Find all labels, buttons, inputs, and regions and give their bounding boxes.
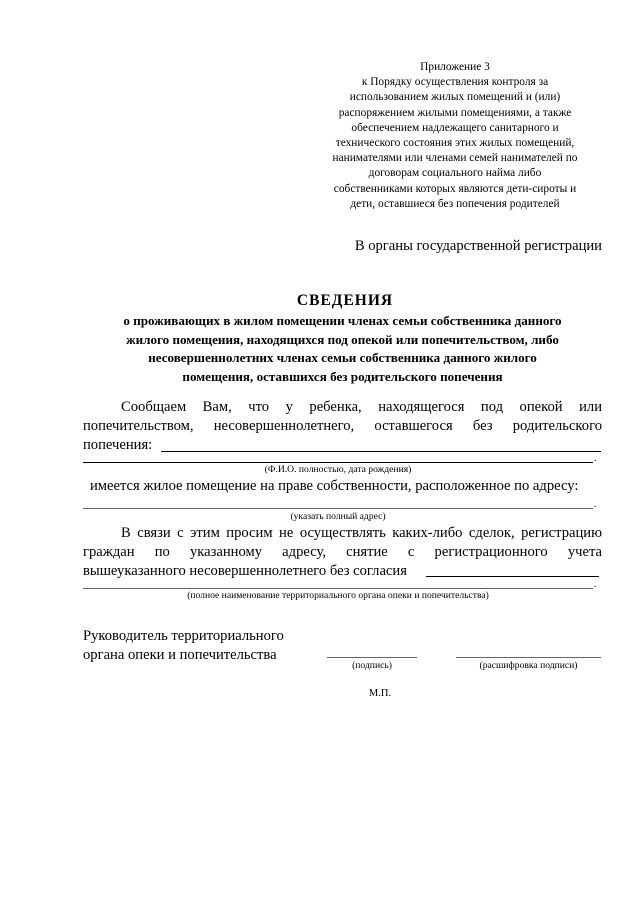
subtitle-line: о проживающих в жилом помещении членах семьи собственника данного	[123, 313, 562, 328]
paragraph-1-line-3: попечения:	[83, 437, 153, 453]
appendix-line: к Порядку осуществления контроля за	[361, 76, 549, 89]
appendix-header	[300, 60, 610, 212]
appendix-line: собственниками которых являются дети-сироты и	[333, 182, 577, 195]
child-name-field-line-1[interactable]	[161, 451, 601, 452]
caption-fio: (Ф.И.О. полностью, дата рождения)	[264, 464, 412, 475]
paragraph-3-line-1: В связи с этим просим не осуществлять каких-либо сделок, регистрацию	[121, 525, 602, 541]
period-mark: .	[594, 499, 597, 510]
appendix-line: технического состояния этих жилых помещений,	[335, 137, 575, 150]
addressee: В органы государственной регистрации	[354, 238, 602, 254]
document-subtitle	[80, 312, 605, 386]
appendix-line: договорам социального найма либо	[368, 167, 542, 180]
appendix-line: использованием жилых помещений и (или)	[349, 91, 561, 104]
period-mark: .	[594, 453, 597, 464]
stamp-placeholder: М.П.	[368, 688, 392, 699]
signature-decode-field-line[interactable]	[456, 657, 601, 658]
period-mark: .	[594, 579, 597, 590]
child-name-field-line-2[interactable]	[83, 462, 593, 463]
paragraph-3-line-2: граждан по указанному адресу, снятие с регистрационного учета	[83, 544, 602, 560]
caption-address: (указать полный адрес)	[290, 511, 386, 522]
appendix-line: распоряжением жилыми помещениями, а также	[338, 106, 572, 119]
appendix-line: Приложение 3	[420, 61, 490, 73]
appendix-line: дети, оставшиеся без попечения родителей	[350, 197, 560, 210]
head-title-line-2: органа опеки и попечительства	[83, 647, 277, 663]
appendix-line: нанимателями или членами семей нанимателей по	[332, 152, 578, 165]
paragraph-3-line-3: вышеуказанного несовершеннолетнего без согласия	[83, 563, 407, 579]
authority-field-line-2[interactable]	[83, 588, 593, 589]
caption-authority: (полное наименование территориального органа опеки и попечительства)	[187, 590, 489, 601]
subtitle-line: жилого помещения, находящихся под опекой или попечительством, либо	[126, 331, 559, 347]
head-title-line-1: Руководитель территориального	[83, 628, 284, 644]
caption-signature-decode: (расшифровка подписи)	[479, 660, 578, 671]
caption-signature: (подпись)	[352, 660, 392, 671]
signature-field-line[interactable]	[327, 657, 417, 658]
address-field-line[interactable]	[83, 508, 593, 509]
authority-field-line-1[interactable]	[426, 576, 599, 577]
subtitle-line: несовершеннолетних членах семьи собственника данного жилого	[148, 350, 537, 365]
paragraph-2: имеется жилое помещение на праве собственности, расположенное по адресу:	[90, 478, 579, 494]
paragraph-1-line-2: попечительством, несовершеннолетнего, оставшегося без родительского	[83, 418, 602, 434]
document-title: СВЕДЕНИЯ	[296, 292, 394, 309]
paragraph-1-line-1: Сообщаем Вам, что у ребенка, находящегося под опекой или	[121, 399, 602, 415]
appendix-line: обеспечением надлежащего санитарного и	[351, 121, 559, 134]
subtitle-line: помещения, оставшихся без родительского попечения	[182, 368, 503, 384]
